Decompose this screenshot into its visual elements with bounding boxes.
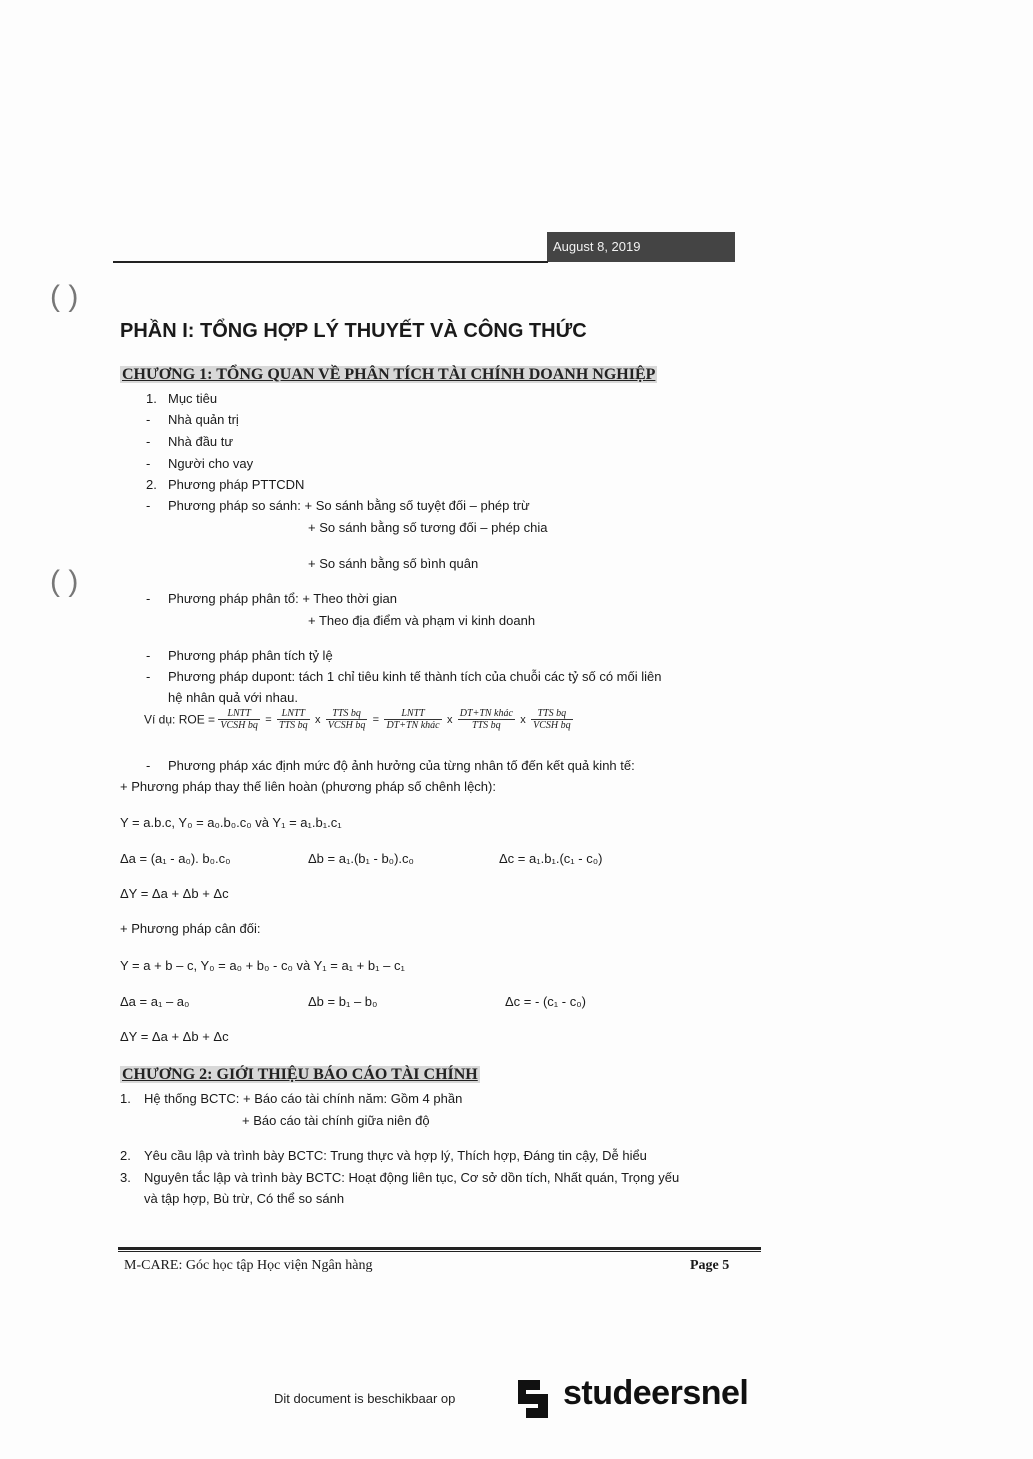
list-item: hệ nhân quả với nhau. bbox=[168, 690, 298, 705]
fraction bbox=[458, 708, 515, 731]
fraction bbox=[218, 708, 260, 731]
list-item: Phương pháp PTTCDN bbox=[168, 477, 305, 492]
fraction-denominator: DT+TN khác bbox=[386, 720, 440, 731]
footer-rule bbox=[118, 1251, 761, 1252]
equals-sign: = bbox=[265, 713, 272, 726]
list-item: + So sánh bằng số bình quân bbox=[308, 556, 479, 571]
roe-formula bbox=[144, 708, 573, 731]
bullet-dash: - bbox=[146, 648, 151, 663]
list-item: + Theo địa điểm và phạm vi kinh doanh bbox=[308, 613, 536, 628]
page-number: Page 5 bbox=[690, 1258, 730, 1273]
list-number: 2. bbox=[120, 1148, 131, 1163]
header-rule bbox=[113, 261, 548, 263]
list-item: Nguyên tắc lập và trình bày BCTC: Hoạt động liên tục, Cơ sở dồn tích, Nhất quán, Trọng yếu bbox=[144, 1170, 680, 1185]
studeersnel-logo-icon[interactable] bbox=[510, 1374, 556, 1429]
footer-source: M-CARE: Góc học tập Học viện Ngân hàng bbox=[124, 1258, 373, 1273]
bullet-dash: - bbox=[146, 669, 151, 684]
list-number: 1. bbox=[120, 1091, 131, 1106]
footer-rule bbox=[118, 1247, 761, 1250]
list-item: Hệ thống BCTC: + Báo cáo tài chính năm: Gồm 4 phần bbox=[144, 1091, 463, 1106]
formula-line: ΔY = Δa + Δb + Δc bbox=[120, 886, 229, 901]
equals-sign: = bbox=[372, 713, 380, 726]
times-sign: x bbox=[446, 713, 453, 726]
fraction bbox=[277, 708, 310, 731]
formula-line: Y = a.b.c, Y₀ = a₀.b₀.c₀ và Y₁ = a₁.b₁.c₁ bbox=[120, 815, 342, 830]
roe-label: Ví dụ: ROE = bbox=[144, 712, 216, 727]
fraction bbox=[326, 708, 368, 731]
bullet-dash: - bbox=[146, 758, 151, 773]
formula-line: Δa = a₁ – a₀ bbox=[120, 994, 190, 1009]
paragraph: + Phương pháp thay thế liên hoàn (phương pháp số chênh lệch): bbox=[120, 779, 496, 794]
formula-line: ΔY = Δa + Δb + Δc bbox=[120, 1029, 229, 1044]
fraction-numerator: LNTT bbox=[218, 708, 260, 720]
list-item: + So sánh bằng số tương đối – phép chia bbox=[308, 520, 548, 535]
punch-hole-mark: ( ) bbox=[50, 565, 79, 598]
times-sign: x bbox=[314, 713, 321, 726]
list-item: Yêu cầu lập và trình bày BCTC: Trung thực và hợp lý, Thích hợp, Đáng tin cậy, Dễ hiểu bbox=[144, 1148, 647, 1163]
header-date: August 8, 2019 bbox=[547, 232, 735, 262]
formula-line: Δa = (a₁ - a₀). b₀.c₀ bbox=[120, 851, 231, 866]
bullet-dash: - bbox=[146, 434, 151, 449]
formula-line: Δb = b₁ – b₀ bbox=[308, 994, 378, 1009]
formula-line: Δc = a₁.b₁.(c₁ - c₀) bbox=[499, 851, 603, 866]
formula-line: Δb = a₁.(b₁ - b₀).c₀ bbox=[308, 851, 414, 866]
list-item: + Báo cáo tài chính giữa niên độ bbox=[242, 1113, 430, 1128]
bullet-dash: - bbox=[146, 498, 151, 513]
fraction-denominator: VCSH bq bbox=[220, 720, 258, 731]
punch-hole-mark: ( ) bbox=[50, 280, 79, 313]
bullet-dash: - bbox=[146, 456, 151, 471]
list-item: và tập hợp, Bù trừ, Có thể so sánh bbox=[144, 1191, 345, 1206]
chapter2-title-text: CHƯƠNG 2: GIỚI THIỆU BÁO CÁO TÀI CHÍNH bbox=[122, 1066, 478, 1083]
list-number: 2. bbox=[146, 477, 157, 492]
fraction-denominator: VCSH bq bbox=[327, 720, 366, 731]
chapter2-title bbox=[120, 1066, 480, 1084]
studeersnel-brand[interactable]: studeersnel bbox=[563, 1374, 749, 1412]
list-item: Nhà quản trị bbox=[168, 412, 239, 427]
list-item: Phương pháp phân tích tỷ lệ bbox=[168, 648, 333, 663]
list-item: Phương pháp dupont: tách 1 chỉ tiêu kinh tế thành tích của chuỗi các tỷ số có mối liên bbox=[168, 669, 662, 684]
fraction-denominator: TTS bq bbox=[472, 720, 501, 731]
fraction-denominator: VCSH bq bbox=[533, 720, 571, 731]
formula-line: Δc = - (c₁ - c₀) bbox=[505, 994, 586, 1009]
fraction-numerator: DT+TN khác bbox=[459, 708, 513, 719]
fraction-numerator: TTS bq bbox=[326, 708, 368, 720]
formula-line: Y = a + b – c, Y₀ = a₀ + b₀ - c₀ và Y₁ = a₁ + b₁ – c₁ bbox=[120, 958, 405, 973]
part-title: PHẦN I: TỔNG HỢP LÝ THUYẾT VÀ CÔNG THỨC bbox=[120, 320, 587, 342]
fraction-numerator: LNTT bbox=[277, 708, 310, 720]
list-item: Nhà đầu tư bbox=[168, 434, 234, 449]
times-sign: x bbox=[520, 713, 526, 726]
bullet-dash: - bbox=[146, 591, 151, 606]
list-number: 1. bbox=[146, 391, 157, 406]
list-item: Phương pháp so sánh: + So sánh bằng số tuyệt đối – phép trừ bbox=[168, 498, 530, 513]
chapter1-title bbox=[120, 366, 657, 384]
list-item: Phương pháp xác định mức độ ảnh hưởng của từng nhân tố đến kết quả kinh tế: bbox=[168, 758, 635, 773]
fraction bbox=[531, 708, 573, 731]
fraction-denominator: TTS bq bbox=[279, 720, 308, 731]
chapter1-title-text: CHƯƠNG 1: TỔNG QUAN VỀ PHÂN TÍCH TÀI CHÍNH DOANH NGHIỆP bbox=[122, 366, 656, 383]
fraction-numerator: TTS bq bbox=[531, 708, 573, 720]
availability-text: Dit document is beschikbaar op bbox=[274, 1391, 456, 1406]
paragraph: + Phương pháp cân đối: bbox=[120, 921, 261, 936]
bullet-dash: - bbox=[146, 412, 151, 427]
list-item: Mục tiêu bbox=[168, 391, 218, 406]
list-item: Phương pháp phân tổ: + Theo thời gian bbox=[168, 591, 397, 606]
fraction bbox=[384, 708, 441, 731]
list-number: 3. bbox=[120, 1170, 131, 1185]
fraction-numerator: LNTT bbox=[384, 708, 441, 720]
list-item: Người cho vay bbox=[168, 456, 254, 471]
